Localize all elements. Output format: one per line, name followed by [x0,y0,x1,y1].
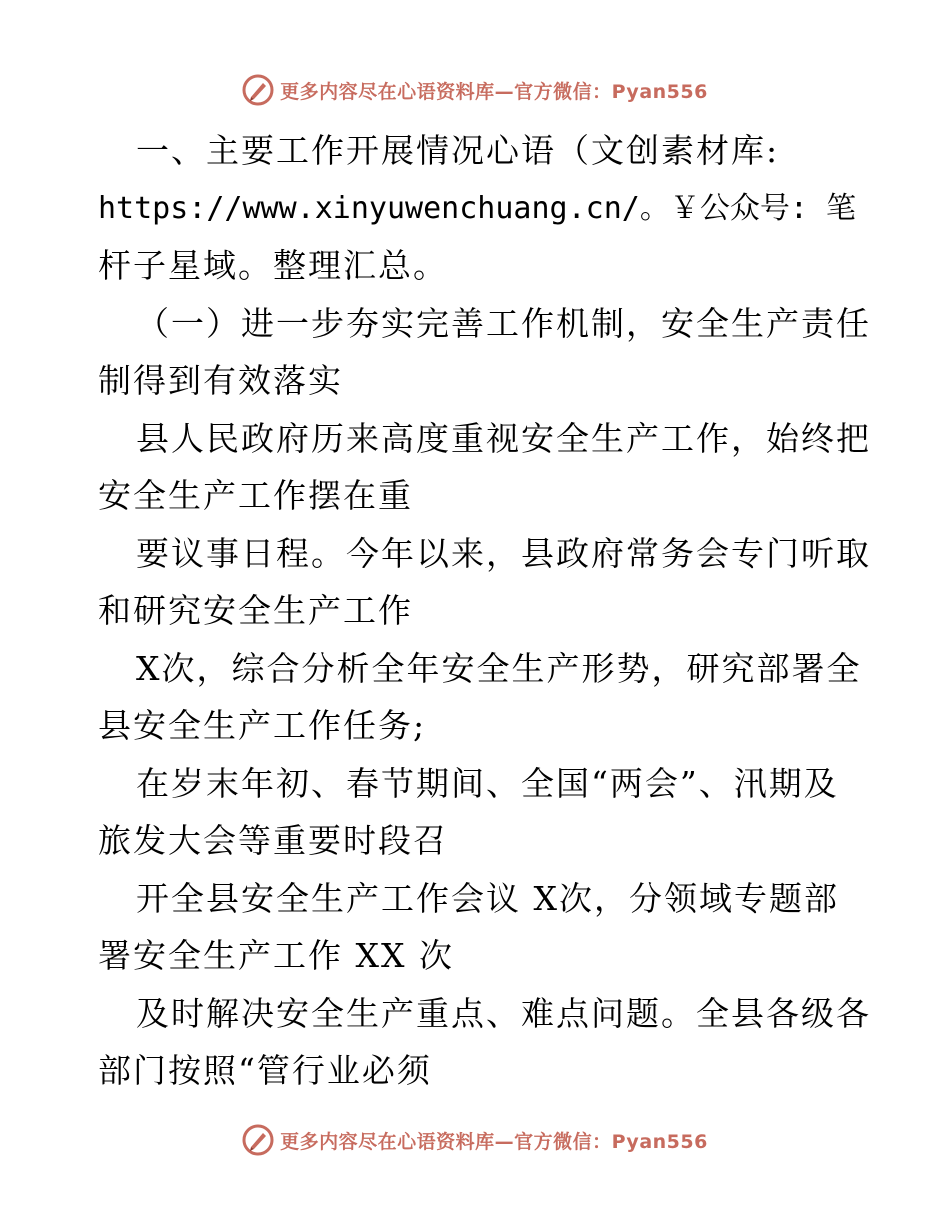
text-line: 县人民政府历来高度重视安全生产工作，始终把 [136,418,871,458]
text-line: 县安全生产工作任务; [98,706,427,745]
text-line: 制得到有效落实 [98,361,343,400]
header-banner [0,70,950,110]
pen-logo-icon [242,1124,274,1156]
text-line: 安全生产工作摆在重 [98,476,413,515]
footer-banner-text: 更多内容尽在心语资料库—官方微信：Pyan556 [280,1130,708,1153]
text-line: 和研究安全生产工作 [98,591,413,630]
document-body [98,122,871,1100]
text-line: 部门按照“管行业必须 [98,1051,432,1090]
footer-banner [0,1120,950,1160]
text-line: 旅发大会等重要时段召 [98,821,448,860]
text-line: X次，综合分析全年安全生产形势，研究部署全 [136,648,862,688]
text-line: 及时解决安全生产重点、难点问题。全县各级各 [136,993,871,1033]
heading-main: 一、主要工作开展情况心语（文创素材库: [136,131,780,170]
subheading: （一）进一步夯实完善工作机制，安全生产责任 [136,303,871,343]
text-line: 署安全生产工作 XX 次 [98,936,454,975]
text-line: 开全县安全生产工作会议 X次，分领域专题部 [136,878,839,918]
header-banner-text: 更多内容尽在心语资料库—官方微信：Pyan556 [280,80,708,103]
text-line: 杆子星域。整理汇总。 [98,246,448,285]
text-line: https://www.xinyuwenchuang.cn/。￥公众号: 笔 [98,190,856,226]
text-line: 在岁末年初、春节期间、全国“两会”、汛期及 [136,763,839,803]
pen-logo-icon [242,74,274,106]
text-line: 要议事日程。今年以来，县政府常务会专门听取 [136,533,871,573]
